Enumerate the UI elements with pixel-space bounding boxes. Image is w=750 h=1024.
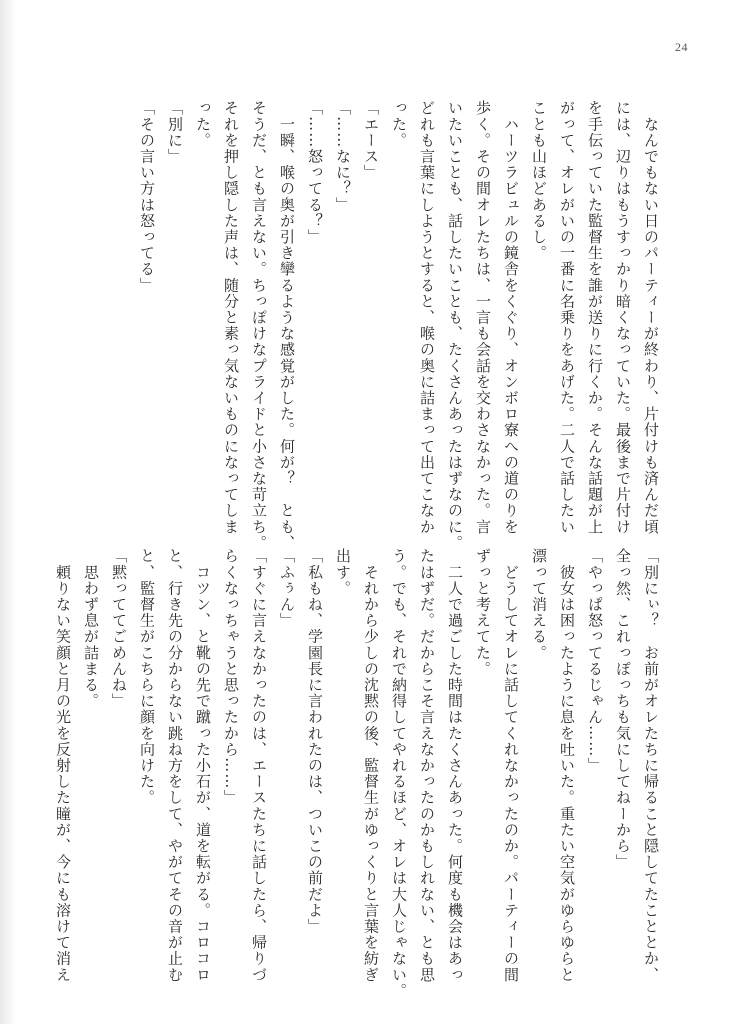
text-line: 全っ然、これっぽっちも気にしてねーから」 bbox=[614, 548, 632, 870]
text-line: そうだ、とも言えない。ちっぽけなプライドと小さな苛立ち。 bbox=[250, 100, 268, 551]
text-line: 歩く。その間オレたちは、一言も会話を交わさなかった。言 bbox=[474, 100, 492, 535]
text-line: 出す。 bbox=[334, 548, 352, 597]
text-line: どれも言葉にしようとすると、喉の奥に詰まって出てこなか bbox=[418, 100, 436, 535]
text-line: 思わず息が詰まる。 bbox=[82, 548, 100, 709]
text-line: それを押し隠した声は、随分と素っ気ないものになってしま bbox=[222, 100, 240, 535]
text-line: う。でも、それで納得してやれるほど、オレは大人じゃない。 bbox=[390, 548, 408, 999]
text-line: らくなっちゃうと思ったから……」 bbox=[222, 548, 240, 806]
text-line: なんでもない日のパーティーが終わり、片付けも済んだ頃 bbox=[642, 100, 660, 535]
text-line: それから少しの沈黙の後、監督生がゆっくりと言葉を紡ぎ bbox=[362, 548, 380, 983]
text-line: には、辺りはもうすっかり暗くなっていた。最後まで片付け bbox=[614, 100, 632, 535]
text-line: 「その言い方は怒ってる」 bbox=[138, 100, 156, 294]
text-block-top bbox=[133, 100, 665, 551]
text-line: と、監督生がこちらに顔を向けた。 bbox=[138, 548, 156, 806]
text-line: ずっと考えてた。 bbox=[474, 548, 492, 677]
text-line: と、行き先の分からない跳ね方をして、やがてその音が止む bbox=[166, 548, 184, 983]
page-number: 24 bbox=[675, 40, 688, 54]
text-line: がって、オレがいの一番に名乗りをあげた。二人で話したい bbox=[558, 100, 576, 535]
text-line: たはずだ。だからこそ言えなかったのかもしれない、とも思 bbox=[418, 548, 436, 983]
text-line: った。 bbox=[194, 100, 212, 149]
text-line: を手伝っていた監督生を誰が送りに行くか。そんな話題が上 bbox=[586, 100, 604, 535]
text-block-bottom bbox=[49, 548, 665, 999]
text-line: いたいことも、話したいことも、たくさんあったはずなのに。 bbox=[446, 100, 464, 551]
text-line: ことも山ほどあるし。 bbox=[530, 100, 548, 261]
text-line: 「……なに？」 bbox=[334, 100, 352, 213]
text-line: 「……怒ってる？」 bbox=[306, 100, 324, 245]
text-line: 漂って消える。 bbox=[530, 548, 548, 661]
text-line: 「私もね、学園長に言われたのは、ついこの前だよ」 bbox=[306, 548, 324, 935]
text-line: 「やっぱ怒ってるじゃん……」 bbox=[586, 548, 604, 774]
text-line: 一瞬、喉の奥が引き攣るような感覚がした。何が？ とも、 bbox=[278, 100, 296, 551]
text-line: 二人で過ごした時間はたくさんあった。何度も機会はあっ bbox=[446, 548, 464, 983]
text-line: った。 bbox=[390, 100, 408, 149]
text-line: 彼女は困ったように息を吐いた。重たい空気がゆらゆらと bbox=[558, 548, 576, 983]
text-line: 「黙っててごめんね」 bbox=[110, 548, 128, 709]
text-line: 「ふぅん」 bbox=[278, 548, 296, 629]
page-edge-shadow bbox=[0, 0, 16, 1024]
text-line: 「すぐに言えなかったのは、エースたちに話したら、帰りづ bbox=[250, 548, 268, 983]
text-line: 「エース」 bbox=[362, 100, 380, 181]
text-line: どうしてオレに話してくれなかったのか。パーティーの間 bbox=[502, 548, 520, 983]
text-line: 「別に」 bbox=[166, 100, 184, 165]
text-line: 「別にぃ？ お前がオレたちに帰ること隠してたこととか、 bbox=[642, 548, 660, 983]
text-line: ハーツラビュルの鏡舎をくぐり、オンボロ寮への道のりを bbox=[502, 100, 520, 535]
text-line: コツン、と靴の先で蹴った小石が、道を転がる。コロコロ bbox=[194, 548, 212, 983]
text-line: 頼りない笑顔と月の光を反射した瞳が、今にも溶けて消え bbox=[54, 548, 72, 983]
